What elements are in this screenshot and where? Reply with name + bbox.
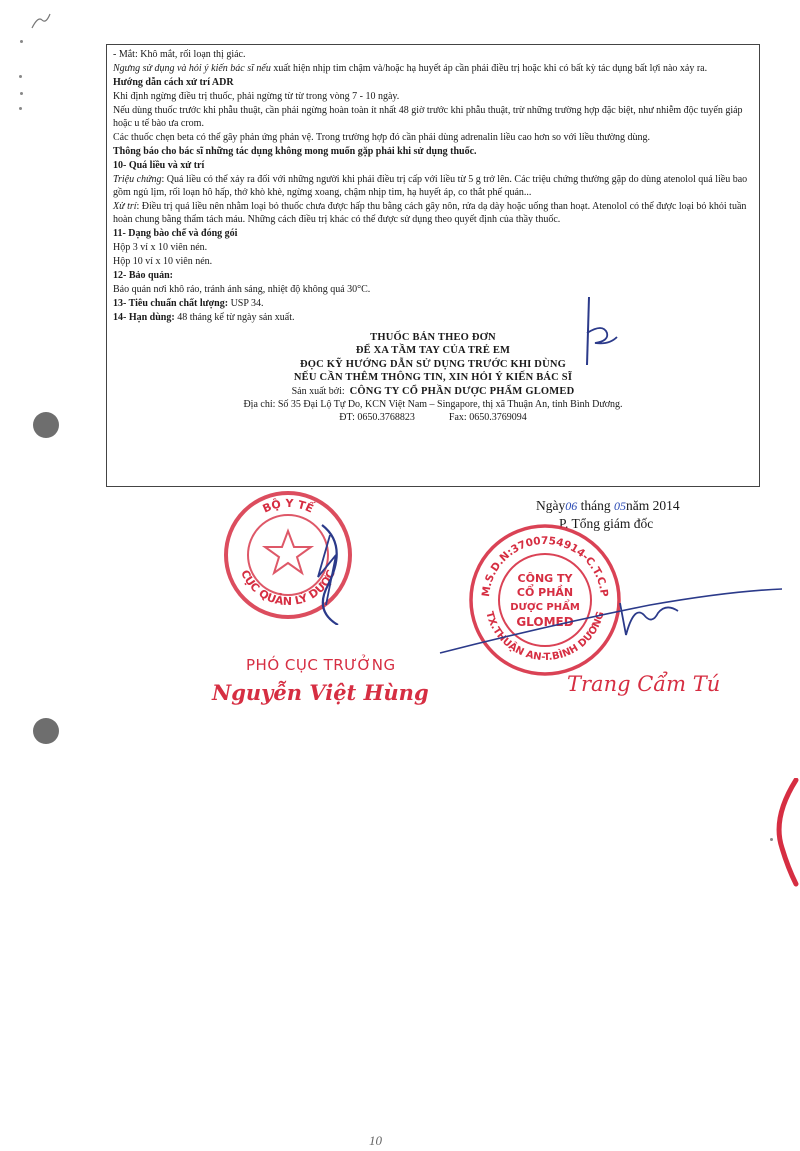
fax-number: Fax: 0650.3769094: [448, 411, 527, 423]
notice-line: Thông báo cho bác sĩ những tác dụng không mong muốn gặp phải khi sử dụng thuốc.: [113, 146, 477, 158]
contact-line: [113, 412, 753, 425]
ministry-stamp-top: BỘ Y TẾ: [260, 496, 316, 516]
deputy-director-name: Nguyễn Việt Hùng: [212, 680, 429, 705]
address-line: Địa chỉ: Số 35 Đại Lộ Tự Do, KCN Việt Nam – Singapore, thị xã Thuận An, tỉnh Bình Dương.: [243, 399, 623, 411]
date-year: năm 2014: [626, 498, 680, 513]
corner-scribble: [28, 10, 56, 32]
glomed-stamp-ring-bottom: TX.THUẬN AN-T.BÌNH DƯƠNG: [483, 610, 607, 664]
stop-use-paragraph: [113, 63, 753, 76]
director-name: Trang Cẩm Tú: [567, 672, 721, 696]
deputy-director-title: PHÓ CỤC TRƯỞNG: [246, 656, 396, 674]
quality-standard-value: USP 34.: [228, 298, 264, 310]
symptom-paragraph: [113, 174, 753, 199]
shelf-life-line: [113, 312, 753, 325]
page-number: 10: [369, 1133, 382, 1148]
eye-effects-line: - Mắt: Khô mắt, rối loạn thị giác.: [113, 49, 246, 60]
treatment-text: : Điều trị quá liều nên nhằm loại bỏ thuốc chưa được hấp thu bằng cách gây nôn, rửa dạ dày hoặc uống than hoạt. Atenolol có thể được loại bỏ khỏi tuần hoàn chung bằng thẩm tách máu. Những cách điều trị khác có thể được sử dụng theo quyết định của thầy thuốc.: [113, 201, 747, 225]
ask-doctor: NẾU CẦN THÊM THÔNG TIN, XIN HỎI Ý KIẾN BÁC SĨ: [293, 372, 573, 384]
adr-paragraph-3: Các thuốc chẹn beta có thể gây phản ứng phản vệ. Trong trường hợp đó cần phải dùng adrenalin liều cao hơn so với liều thường dùng.: [113, 132, 651, 144]
shelf-life-label: 14- Hạn dùng:: [113, 312, 175, 324]
date-day: 06: [565, 499, 578, 513]
treatment-paragraph: [113, 201, 753, 226]
speck: [19, 107, 22, 110]
punch-hole-top: [33, 412, 59, 438]
quality-standard-line: [113, 298, 753, 311]
adr-paragraph-2: Nếu dùng thuốc trước khi phẫu thuật, cần phải ngừng hoàn toàn ít nhất 48 giờ trước khi phẫu thuật, trừ những trường hợp đặc biệt, như nhiễm độc tuyến giáp hoặc u tế bào ưa crom.: [113, 105, 743, 129]
treatment-label: Xử trí: [113, 201, 137, 213]
packaging-heading: 11- Dạng bào chế và đóng gói: [113, 227, 238, 239]
glomed-stamp-line4: GLOMED: [516, 615, 574, 629]
ministry-stamp-bottom: CỤC QUẢN LÝ DƯỢC: [238, 567, 338, 609]
quality-standard-label: 13- Tiêu chuẩn chất lượng:: [113, 298, 229, 310]
storage-text: Bảo quản nơi khô ráo, tránh ánh sáng, nhiệt độ không quá 30°C.: [113, 284, 371, 296]
signatory-title: P. Tổng giám đốc: [559, 516, 654, 531]
prescription-only: THUỐC BÁN THEO ĐƠN: [370, 331, 496, 343]
shelf-life-value: 48 tháng kể từ ngày sản xuất.: [174, 312, 295, 324]
storage-heading: 12- Bảo quản:: [113, 270, 174, 281]
glomed-stamp-line2: CỔ PHẦN: [516, 586, 574, 599]
date-month-label: tháng: [577, 498, 614, 513]
initial-signature: [573, 293, 633, 373]
date-line: [536, 498, 680, 514]
ministry-stamp: [218, 485, 358, 625]
adr-heading: Hướng dẫn cách xử trí ADR: [113, 77, 234, 89]
glomed-stamp-line1: CÔNG TY: [517, 572, 573, 585]
symptom-label: Triệu chứng: [113, 174, 162, 186]
glomed-stamp-ring: M.S.D.N:3700754914-C.T.C.P: [479, 534, 610, 598]
manufacturer-line: [113, 385, 753, 399]
adr-paragraph-1: Khi định ngừng điều trị thuốc, phải ngừng từ từ trong vòng 7 - 10 ngày.: [113, 91, 400, 103]
stop-use-italic: Ngưng sử dụng và hỏi ý kiến bác sĩ nếu: [113, 63, 271, 75]
manufacturer-name: CÔNG TY CỔ PHẦN DƯỢC PHẨM GLOMED: [349, 385, 575, 397]
packaging-line-2: Hộp 10 vỉ x 10 viên nén.: [113, 255, 213, 267]
warnings-block: [113, 331, 753, 425]
right-edge-mark: [766, 778, 800, 888]
date-month: 05: [614, 499, 626, 513]
leaflet-content-box: [106, 44, 760, 487]
packaging-line-1: Hộp 3 vỉ x 10 viên nén.: [113, 241, 208, 253]
manufacturer-label: Sản xuất bởi:: [291, 385, 345, 397]
read-instructions: ĐỌC KỸ HƯỚNG DẪN SỬ DỤNG TRƯỚC KHI DÙNG: [299, 358, 567, 370]
glomed-stamp-line3: DƯỢC PHẨM: [510, 602, 580, 613]
overdose-heading: 10- Quá liều và xử trí: [113, 160, 205, 172]
svg-text:BỘ Y TẾ: [261, 497, 317, 516]
punch-hole-bottom: [33, 718, 59, 744]
stop-use-text: xuất hiện nhịp tim chậm và/hoặc hạ huyết áp cần phải điều trị hoặc khi có bất kỳ tác dụng bất lợi nào xảy ra.: [270, 63, 708, 75]
phone-number: ĐT: 0650.3768823: [339, 411, 415, 423]
speck: [20, 92, 23, 95]
date-day-label: Ngày: [536, 498, 566, 513]
symptom-text: : Quá liều có thể xảy ra đối với những người khi phải điều trị cấp với liều từ 5 g trở lên. Các triệu chứng thường gặp do dùng atenolol quá liều bao gồm ngủ lịm, rối loạn hô hấp, thở khò khè, ngừng xoang, chậm nhịp tim, hạ huyết áp, co thắt phế quản...: [113, 174, 748, 198]
speck: [19, 75, 22, 78]
director-signature: [430, 575, 790, 665]
speck: [20, 40, 23, 43]
keep-away-children: ĐỂ XA TẦM TAY CỦA TRẺ EM: [355, 345, 511, 357]
